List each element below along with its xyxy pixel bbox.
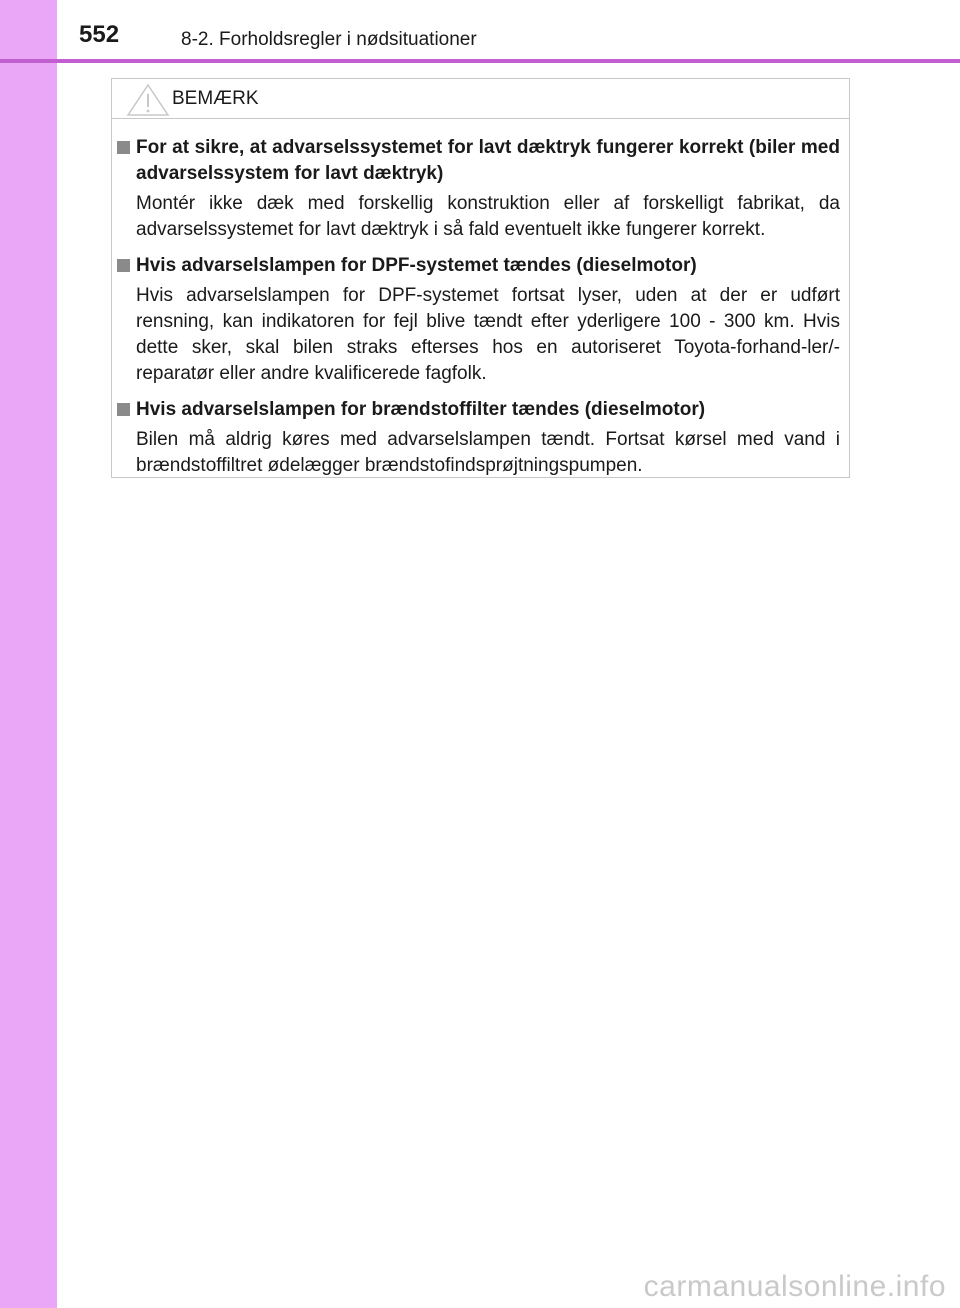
notice-item-title: Hvis advarselslampen for DPF-systemet tændes (dieselmotor)	[136, 255, 697, 276]
square-bullet-icon	[117, 259, 130, 272]
square-bullet-icon	[117, 403, 130, 416]
notice-item	[112, 135, 849, 243]
notice-label: BEMÆRK	[172, 88, 259, 109]
notice-item-text: Hvis advarselslampen for DPF-systemet fortsat lyser, uden at der er udført rensning, kan indikatoren for fejl blive tændt efter yderligere 100 - 300 km. Hvis dette sker, skal bilen straks efterses hos en autoriseret Toyota-forhand-ler/-reparatør eller andre kvalificerede fagfolk.	[136, 285, 840, 384]
notice-item-text: Bilen må aldrig køres med advarselslampen tændt. Fortsat kørsel med vand i brændstoffiltret ødelægger brændstofindsprøjtningspumpen.	[136, 429, 840, 476]
notice-box	[111, 78, 850, 478]
square-bullet-icon	[117, 141, 130, 154]
notice-item-title: Hvis advarselslampen for brændstoffilter tændes (dieselmotor)	[136, 399, 706, 420]
header-rule	[0, 59, 960, 63]
notice-item-title: For at sikre, at advarselssystemet for lavt dæktryk fungerer korrekt (biler med advarselssystem for lavt dæktryk)	[136, 137, 840, 184]
section-title: 8-2. Forholdsregler i nødsituationer	[181, 29, 477, 50]
notice-item-text: Montér ikke dæk med forskellig konstruktion eller af forskelligt fabrikat, da advarselssystemet for lavt dæktryk i så fald eventuelt ikke fungerer korrekt.	[136, 193, 840, 240]
notice-header	[112, 79, 849, 119]
page-number: 552	[79, 21, 120, 48]
notice-item	[112, 397, 849, 479]
notice-body	[112, 135, 849, 489]
warning-triangle-icon	[126, 83, 170, 117]
watermark: carmanualsonline.info	[643, 1270, 946, 1303]
side-tab-band	[0, 0, 57, 1308]
notice-item	[112, 253, 849, 387]
